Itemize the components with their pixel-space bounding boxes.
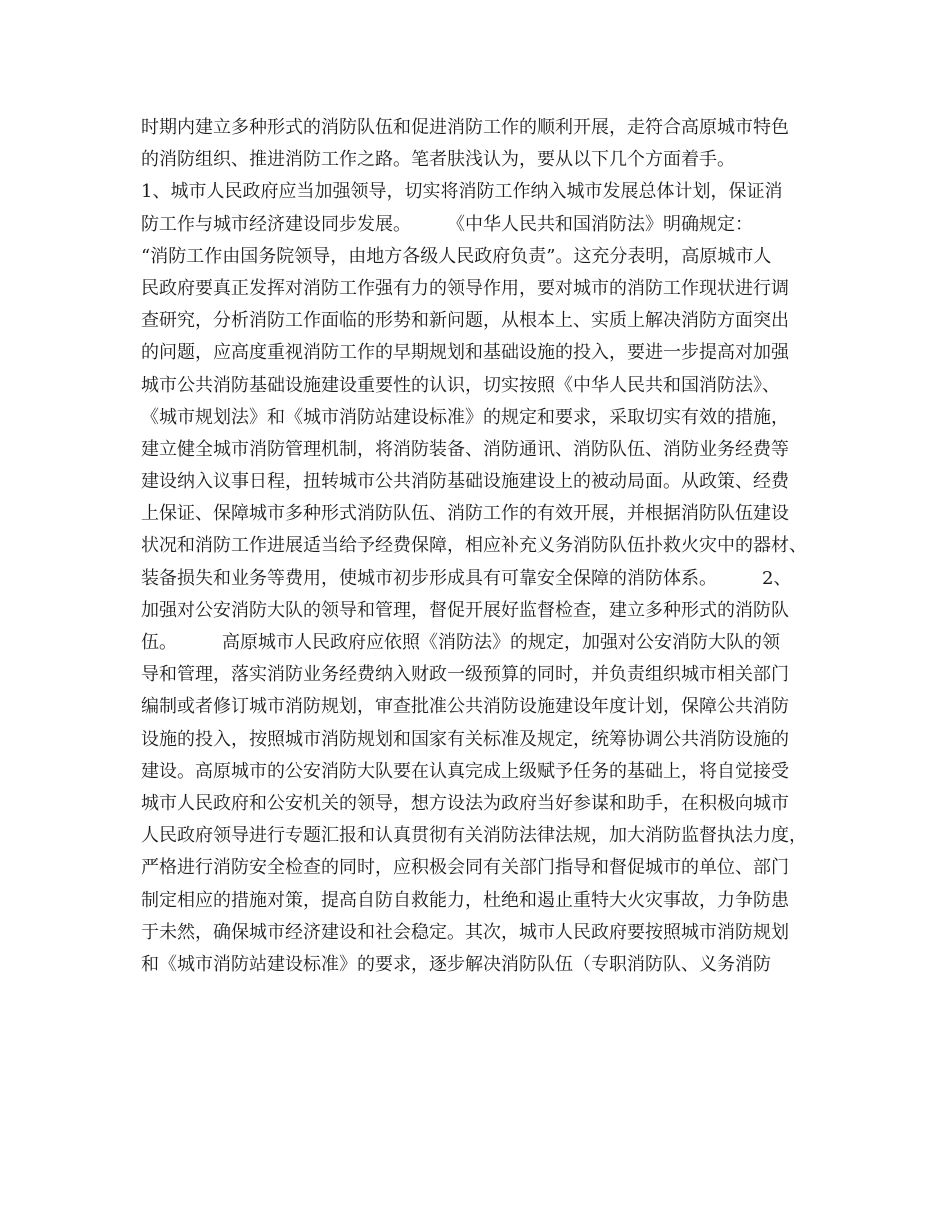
text-line: 1、城市人民政府应当加强领导，切实将消防工作纳入城市发展总体计划，保证消 [141,181,783,203]
text-line: 的消防组织、推进消防工作之路。笔者肤浅认为，要从以下几个方面着手。 [141,149,735,171]
text-line: 导和管理，落实消防业务经费纳入财政一级预算的同时，并负责组织城市相关部门 [141,664,789,686]
text-line: 制定相应的措施对策，提高自防自救能力，杜绝和遏止重特大火灾事故，力争防患 [141,889,789,911]
text-line: “消防工作由国务院领导，由地方各级人民政府负责”。这充分表明，高原城市人 [141,245,772,267]
text-line: 城市公共消防基础设施建设重要性的认识，切实按照《中华人民共和国消防法》、 [141,374,780,396]
text-line: 状况和消防工作进展适当给予经费保障，相应补充义务消防队伍扑救火灾中的器材、 [141,535,807,557]
body-text [141,112,831,981]
text-line: 的问题，应高度重视消防工作的早期规划和基础设施的投入，要进一步提高对加强 [141,342,789,364]
text-line: 编制或者修订城市消防规划，审查批准公共消防设施建设年度计划，保障公共消防 [141,696,789,718]
text-line: 建设。高原城市的公安消防大队要在认真完成上级赋予任务的基础上，将自觉接受 [141,760,789,782]
text-line: 防工作与城市经济建设同步发展。 《中华人民共和国消防法》明确规定： [141,213,753,235]
text-line: 民政府要真正发挥对消防工作强有力的领导作用，要对城市的消防工作现状进行调 [141,277,789,299]
text-line: 设施的投入，按照城市消防规划和国家有关标准及规定，统筹协调公共消防设施的 [141,728,789,750]
text-line: 上保证、保障城市多种形式消防队伍、消防工作的有效开展，并根据消防队伍建设 [141,503,789,525]
text-line: 装备损失和业务等费用，使城市初步形成具有可靠安全保障的消防体系。 2、 [141,567,792,589]
text-line: 建立健全城市消防管理机制，将消防装备、消防通讯、消防队伍、消防业务经费等 [141,438,789,460]
text-line: 于未然，确保城市经济建设和社会稳定。其次，城市人民政府要按照城市消防规划 [141,921,789,943]
text-line: 查研究，分析消防工作面临的形势和新问题，从根本上、实质上解决消防方面突出 [141,310,789,332]
text-line: 《城市规划法》和《城市消防站建设标准》的规定和要求，采取切实有效的措施， [141,406,789,428]
text-line: 城市人民政府和公安机关的领导，想方设法为政府当好参谋和助手，在积极向城市 [141,792,789,814]
text-line: 和《城市消防站建设标准》的要求，逐步解决消防队伍（专职消防队、义务消防 [141,953,771,975]
text-line: 加强对公安消防大队的领导和管理，督促开展好监督检查，建立多种形式的消防队 [141,599,789,621]
text-line: 建设纳入议事日程，扭转城市公共消防基础设施建设上的被动局面。从政策、经费 [141,471,789,493]
text-line: 伍。 高原城市人民政府应依照《消防法》的规定，加强对公安消防大队的领 [141,632,780,653]
text-line: 时期内建立多种形式的消防队伍和促进消防工作的顺利开展，走符合高原城市特色 [141,117,789,138]
text-line: 人民政府领导进行专题汇报和认真贯彻有关消防法律法规，加大消防监督执法力度， [141,825,807,847]
text-line: 严格进行消防安全检查的同时，应积极会同有关部门指导和督促城市的单位、部门 [141,857,789,879]
